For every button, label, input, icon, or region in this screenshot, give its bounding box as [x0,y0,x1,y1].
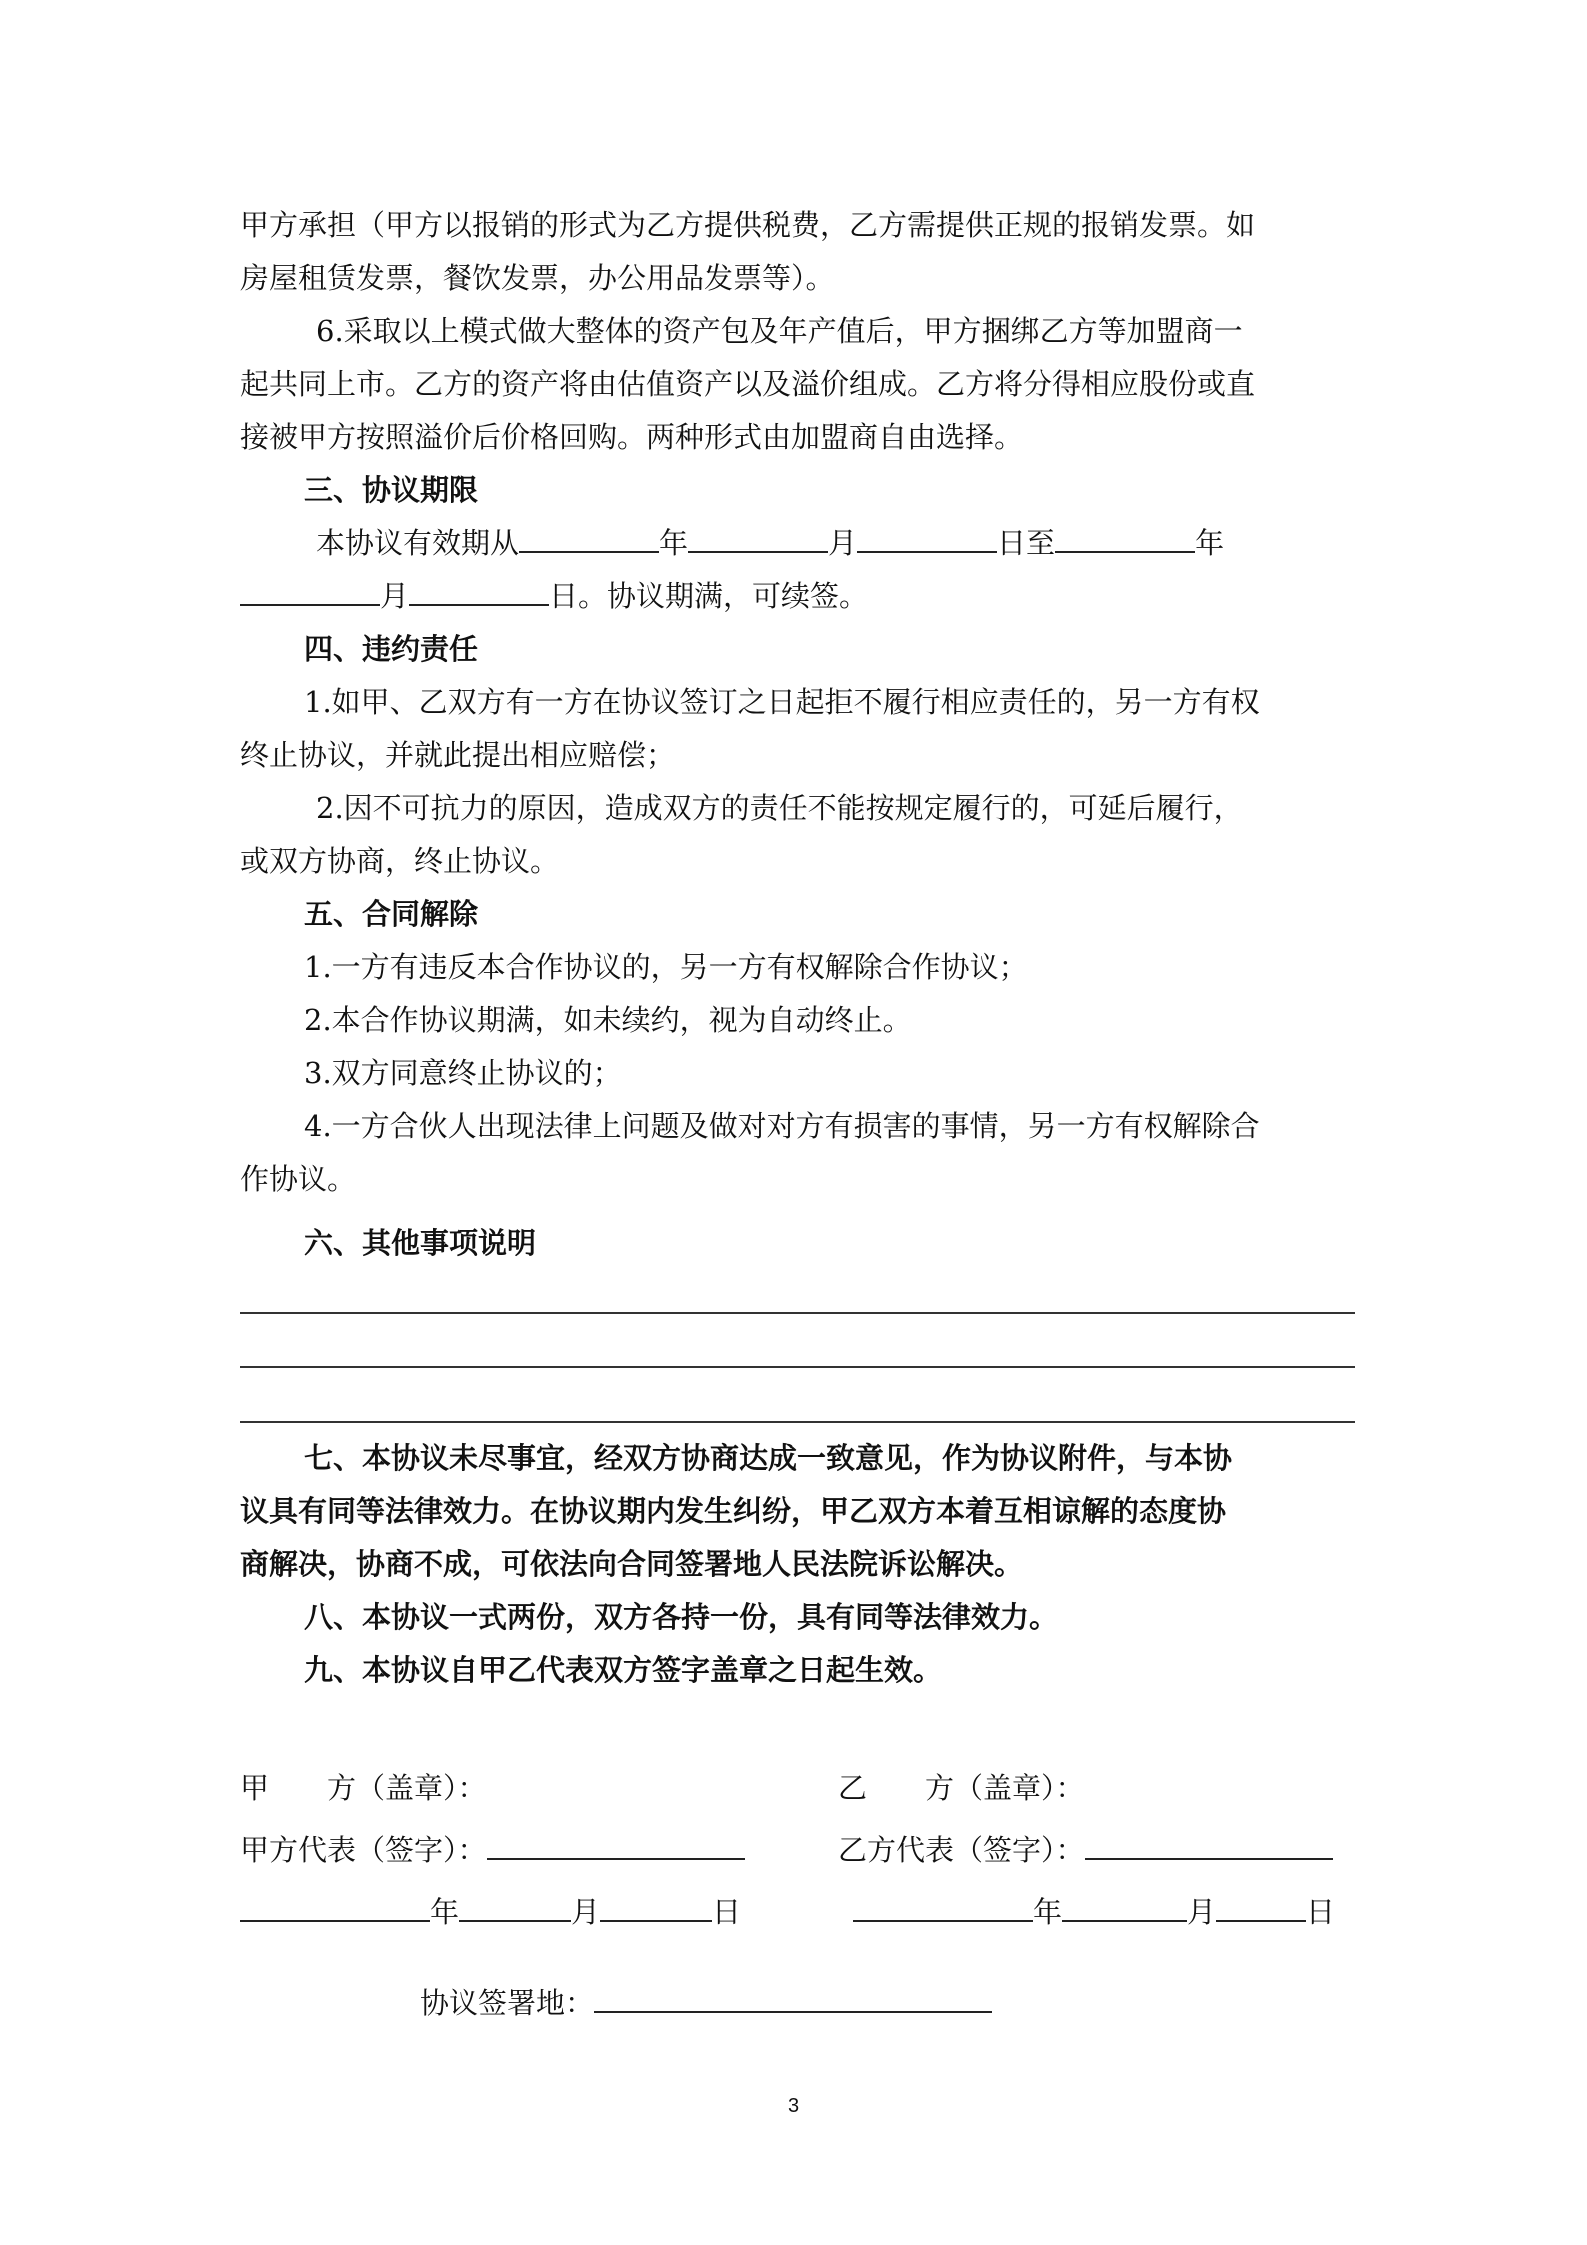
signing-place-blank[interactable] [594,1981,992,2013]
para6-line3: 接被甲方按照溢价后价格回购。两种形式由加盟商自由选择。 [240,420,1024,454]
termination-item2: 2.本合作协议期满，如未续约，视为自动终止。 [304,1003,912,1037]
breach-item1-line1: 1.如甲、乙双方有一方在协议签订之日起拒不履行相应责任的，另一方有权 [304,685,1260,719]
end-day-blank[interactable] [409,574,549,606]
start-day-blank[interactable] [857,521,997,553]
party-b-rep-line [838,1824,1333,1877]
termination-item1: 1.一方有违反本合作协议的，另一方有权解除合作协议； [304,950,1028,984]
month-label: 月 [380,579,410,613]
signing-place-line [420,1977,992,2030]
para6-line2: 起共同上市。乙方的资产将由估值资产以及溢价组成。乙方将分得相应股份或直 [240,367,1256,401]
section-3-heading: 三、协议期限 [304,473,479,507]
notes-line-1[interactable] [240,1312,1355,1314]
party-a-seal-label: 方（盖章）： [327,1771,487,1805]
party-b-seal-label: 方（盖章）： [925,1771,1085,1805]
termination-item4-line1: 4.一方合伙人出现法律上问题及做对对方有损害的事情，另一方有权解除合 [304,1109,1260,1143]
term-from-label: 本协议有效期从 [316,526,520,560]
party-a-month-blank[interactable] [459,1890,571,1922]
section-7-line1: 七、本协议未尽事宜，经双方协商达成一致意见，作为协议附件，与本协 [304,1441,1233,1475]
day-to-label: 日至 [997,526,1056,560]
end-month-blank[interactable] [240,574,380,606]
page-number: 3 [787,2095,800,2117]
signing-place-label: 协议签署地： [420,1986,595,2020]
term-line1 [316,517,1355,570]
breach-item2-line1: 2.因不可抗力的原因，造成双方的责任不能按规定履行的，可延后履行， [316,791,1243,825]
party-a-year-blank[interactable] [240,1890,430,1922]
section-7-line2: 议具有同等法律效力。在协议期内发生纠纷，甲乙双方本着互相谅解的态度协 [240,1494,1227,1528]
para6-line1: 6.采取以上模式做大整体的资产包及年产值后，甲方捆绑乙方等加盟商一 [316,314,1243,348]
day-label: 日 [712,1895,742,1929]
section-8: 八、本协议一式两份，双方各持一份，具有同等法律效力。 [304,1600,1059,1634]
term-end-text: 日。协议期满，可续签。 [549,579,869,613]
month-label: 月 [828,526,858,560]
year-label: 年 [1195,526,1225,560]
start-month-blank[interactable] [688,521,828,553]
party-b-date-line [853,1886,1335,1939]
party-b-day-blank[interactable] [1216,1890,1306,1922]
party-b-year-blank[interactable] [853,1890,1033,1922]
year-label: 年 [1033,1895,1063,1929]
start-year-blank[interactable] [519,521,659,553]
term-line2 [240,570,1355,623]
party-a-date-line [240,1886,741,1939]
party-b-signature-blank[interactable] [1085,1828,1333,1860]
month-label: 月 [571,1895,601,1929]
section-9: 九、本协议自甲乙代表双方签字盖章之日起生效。 [304,1653,943,1687]
year-label: 年 [659,526,689,560]
breach-item2-line2: 或双方协商，终止协议。 [240,844,560,878]
para5-line2: 房屋租赁发票，餐饮发票，办公用品发票等）。 [240,261,835,295]
section-5-heading: 五、合同解除 [304,897,479,931]
party-a-rep-label: 甲方代表（签字）： [240,1833,487,1867]
party-a-seal-line [240,1762,487,1815]
year-label: 年 [430,1895,460,1929]
party-b-rep-label: 乙方代表（签字）： [838,1833,1085,1867]
section-4-heading: 四、违约责任 [304,632,479,666]
month-label: 月 [1187,1895,1217,1929]
party-a-signature-blank[interactable] [487,1828,745,1860]
termination-item4-line2: 作协议。 [240,1162,357,1196]
breach-item1-line2: 终止协议，并就此提出相应赔偿； [240,738,676,772]
party-b-seal-line [838,1762,1085,1815]
notes-line-3[interactable] [240,1421,1355,1423]
day-label: 日 [1306,1895,1336,1929]
party-a-rep-line [240,1824,745,1877]
end-year-blank[interactable] [1055,521,1195,553]
section-7-line3: 商解决，协商不成，可依法向合同签署地人民法院诉讼解决。 [240,1547,1024,1581]
notes-line-2[interactable] [240,1366,1355,1368]
termination-item3: 3.双方同意终止协议的； [304,1056,622,1090]
party-a-char: 甲 [240,1771,270,1805]
para5-line1: 甲方承担（甲方以报销的形式为乙方提供税费，乙方需提供正规的报销发票。如 [240,208,1256,242]
party-a-day-blank[interactable] [600,1890,712,1922]
party-b-month-blank[interactable] [1062,1890,1187,1922]
section-6-heading: 六、其他事项说明 [304,1226,537,1260]
party-b-char: 乙 [838,1771,868,1805]
